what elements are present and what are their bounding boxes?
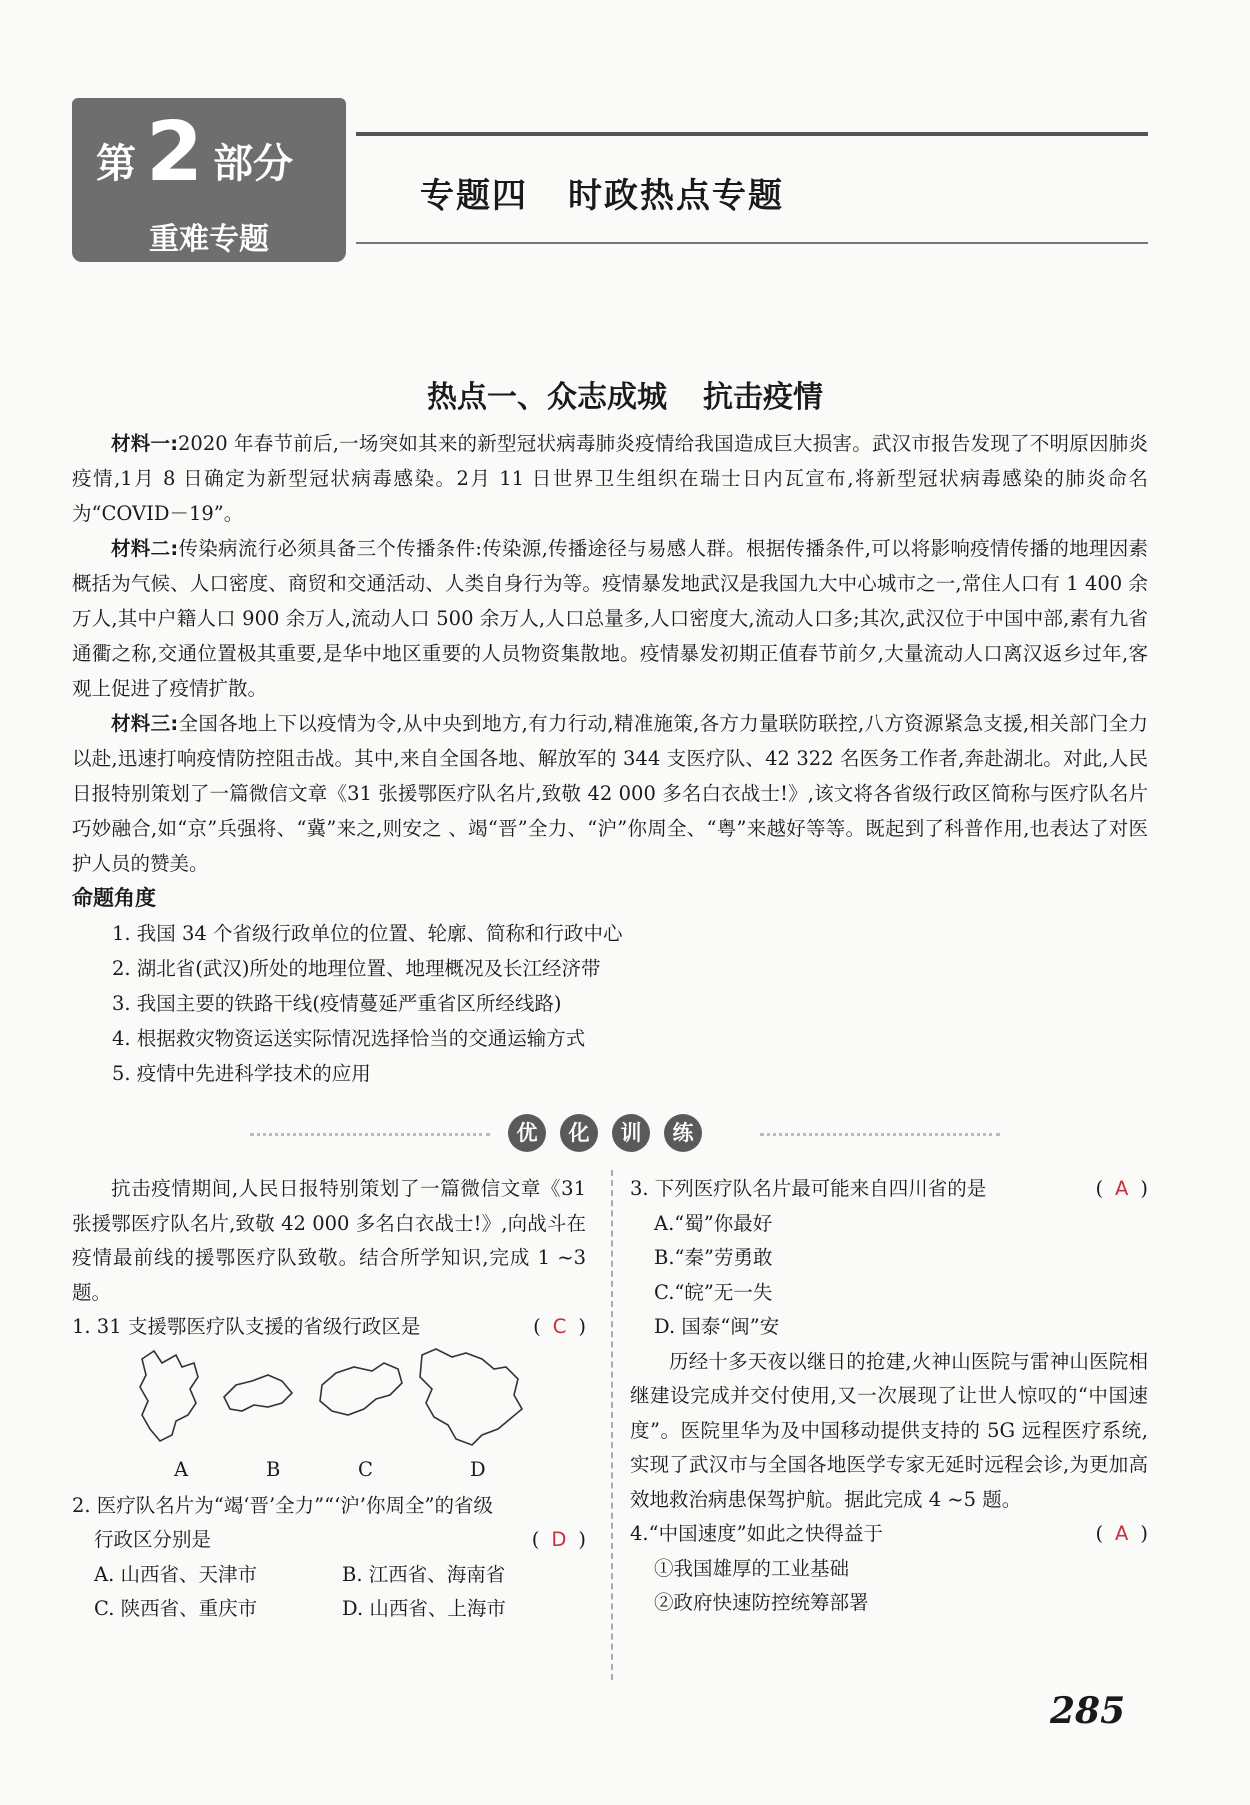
- question-4-item-1: ①我国雄厚的工业基础: [654, 1556, 850, 1580]
- material-2-text: 传染病流行必须具备三个传播条件:传染源,传播途径与易感人群。根据传播条件,可以将影响疫情传播的地理因素概括为气候、人口密度、商贸和交通活动、人类自身行为等。疫情暴发地武汉是我国九大中心城市之一,常住人口有 1 400 余万人,其中户籍人口 900 余万人,流动人口 500 余万人,人口总量多,人口密度大,流动人口多;其次,武汉位于中国中部,素有九省通衢之称,交通位置极其重要,是华中地区重要的人员物资集散地。疫情暴发初期正值春节前夕,大量流动人口离汉返乡过年,客观上促进了疫情扩散。: [72, 537, 1148, 700]
- material-2-label: 材料二:: [111, 537, 179, 560]
- angle-item: 4. 根据救灾物资运送实际情况选择恰当的交通运输方式: [112, 1027, 586, 1050]
- question-3-text: 3. 下列医疗队名片最可能来自四川省的是: [630, 1177, 987, 1200]
- question-2-line-2: 行政区分别是: [94, 1528, 212, 1551]
- question-4-answer: ( A ): [1095, 1517, 1148, 1552]
- question-4-item-2: ②政府快速防控统筹部署: [654, 1591, 869, 1614]
- material-3-text: 全国各地上下以疫情为令,从中央到地方,有力行动,精准施策,各方力量联防联控,八方资源紧急支援,相关部门全力以赴,迅速打响疫情防控阻击战。其中,来自全国各地、解放军的 344 支医疗队、42 322 名医务工作者,奔赴湖北。对此,人民日报特别策划了一篇微信文章《31 张援鄂医疗队名片,致敬 42 000 多名白衣战士!》,该文将各省级行政区简称与医疗队名片巧妙融合,如“京”兵强将、“冀”来之,则安之 、竭“晋”全力、“沪”你周全、“粤”来越好等等。既起到了科普作用,也表达了对医护人员的赞美。: [72, 712, 1148, 875]
- option-c: C. 陕西省、重庆市: [94, 1597, 258, 1620]
- hot-title-part-b: 抗击疫情: [703, 380, 823, 415]
- part-prefix: 第: [96, 141, 136, 187]
- option-a: A. 山西省、天津市: [94, 1562, 257, 1586]
- option-b: B.“秦”劳勇敢: [654, 1246, 773, 1269]
- angle-item: 3. 我国主要的铁路干线(疫情蔓延严重省区所经线路): [112, 992, 562, 1015]
- answer-letter: C: [552, 1315, 567, 1338]
- part-subtitle: 重难专题: [149, 222, 269, 257]
- question-2: [72, 1489, 586, 1558]
- topic-number: 专题四: [420, 176, 528, 216]
- dotted-rule-right: [760, 1133, 1000, 1136]
- angle-item: 2. 湖北省(武汉)所处的地理位置、地理概况及长江经济带: [112, 957, 601, 980]
- right-column: [630, 1172, 1148, 1621]
- question-2-answer: ( D ): [532, 1523, 586, 1558]
- option-b: B. 江西省、海南省: [342, 1562, 506, 1586]
- answer-letter: A: [1115, 1177, 1129, 1200]
- province-outlines-svg: [132, 1345, 602, 1455]
- topic-title: [420, 168, 784, 217]
- part-badge: [72, 98, 346, 262]
- map-label-a: A: [174, 1457, 189, 1481]
- province-outline-c: [320, 1363, 402, 1415]
- hot-title-part-a: 热点一、众志成城: [427, 380, 667, 415]
- header-rule-bottom: [356, 242, 1148, 244]
- material-1-label: 材料一:: [111, 432, 178, 455]
- material-2: [72, 531, 1148, 706]
- question-2-line-1: 2. 医疗队名片为“竭‘晋’全力”“‘沪’你周全”的省级: [72, 1493, 493, 1517]
- question-4-text: 4.“中国速度”如此之快得益于: [630, 1522, 884, 1545]
- material-3-label: 材料三:: [111, 712, 179, 735]
- map-label-c: C: [358, 1457, 373, 1481]
- province-outline-maps: [132, 1345, 586, 1489]
- page-number: 285: [1050, 1690, 1126, 1732]
- column-divider: [611, 1170, 613, 1680]
- question-1: [72, 1310, 586, 1345]
- map-label-d: D: [470, 1457, 486, 1481]
- answer-letter: D: [551, 1528, 567, 1551]
- province-outline-a: [140, 1351, 198, 1441]
- part-number: 2: [146, 105, 204, 200]
- practice-char: 优: [508, 1114, 546, 1152]
- part-suffix: 部分: [213, 141, 294, 187]
- material-3: [72, 706, 1148, 881]
- question-3-answer: ( A ): [1095, 1172, 1148, 1207]
- answer-letter: A: [1115, 1522, 1129, 1545]
- practice-char: 训: [612, 1114, 650, 1152]
- angle-title: 命题角度: [72, 886, 156, 910]
- province-outline-d: [420, 1349, 522, 1445]
- hot-topic-title: [0, 372, 1250, 416]
- practice-title: [508, 1114, 702, 1152]
- option-c: C.“皖”无一失: [654, 1280, 773, 1304]
- question-4: [630, 1517, 1148, 1552]
- question-group-intro: 抗击疫情期间,人民日报特别策划了一篇微信文章《31 张援鄂医疗队名片,致敬 42 000 多名白衣战士!》,向战斗在疫情最前线的援鄂医疗队致敬。结合所学知识,完成 1 ~3 题。: [72, 1177, 586, 1304]
- header-rule-top: [356, 132, 1148, 136]
- option-d: D. 国泰“闽”安: [654, 1315, 780, 1338]
- material-1-text: 2020 年春节前后,一场突如其来的新型冠状病毒肺炎疫情给我国造成巨大损害。武汉市报告发现了不明原因肺炎疫情,1月 8 日确定为新型冠状病毒感染。2月 11 日世界卫生组织在瑞士日内瓦宣布,将新型冠状病毒感染的肺炎命名为“COVID－19”。: [72, 432, 1148, 525]
- angle-list: [112, 916, 623, 1091]
- option-a: A.“蜀”你最好: [654, 1211, 773, 1235]
- angle-item: 5. 疫情中先进科学技术的应用: [112, 1062, 371, 1085]
- topic-name: 时政热点专题: [568, 176, 784, 216]
- practice-section-header: [250, 1114, 1000, 1154]
- question-2-options: [72, 1558, 586, 1627]
- map-labels: [132, 1453, 602, 1487]
- question-1-answer: ( C ): [533, 1310, 586, 1345]
- map-label-b: B: [266, 1457, 281, 1481]
- part-heading: [96, 105, 294, 200]
- province-outline-b: [224, 1375, 292, 1411]
- question-group-intro-2: 历经十多天夜以继日的抢建,火神山医院与雷神山医院相继建设完成并交付使用,又一次展现了让世人惊叹的“中国速度”。医院里华为及中国移动提供支持的 5G 远程医疗系统,实现了武汉市与全国各地医学专家无延时远程会诊,为更加高效地救治病患保驾护航。据此完成 4 ~5 题。: [630, 1349, 1148, 1511]
- left-column: [72, 1172, 586, 1627]
- option-d: D. 山西省、上海市: [342, 1597, 506, 1620]
- material-1: [72, 426, 1148, 531]
- practice-char: 化: [560, 1114, 598, 1152]
- practice-char: 练: [664, 1114, 702, 1152]
- dotted-rule-left: [250, 1133, 490, 1136]
- question-3: [630, 1172, 1148, 1207]
- angle-item: 1. 我国 34 个省级行政单位的位置、轮廓、简称和行政中心: [112, 922, 623, 945]
- question-1-text: 1. 31 支援鄂医疗队支援的省级行政区是: [72, 1315, 421, 1338]
